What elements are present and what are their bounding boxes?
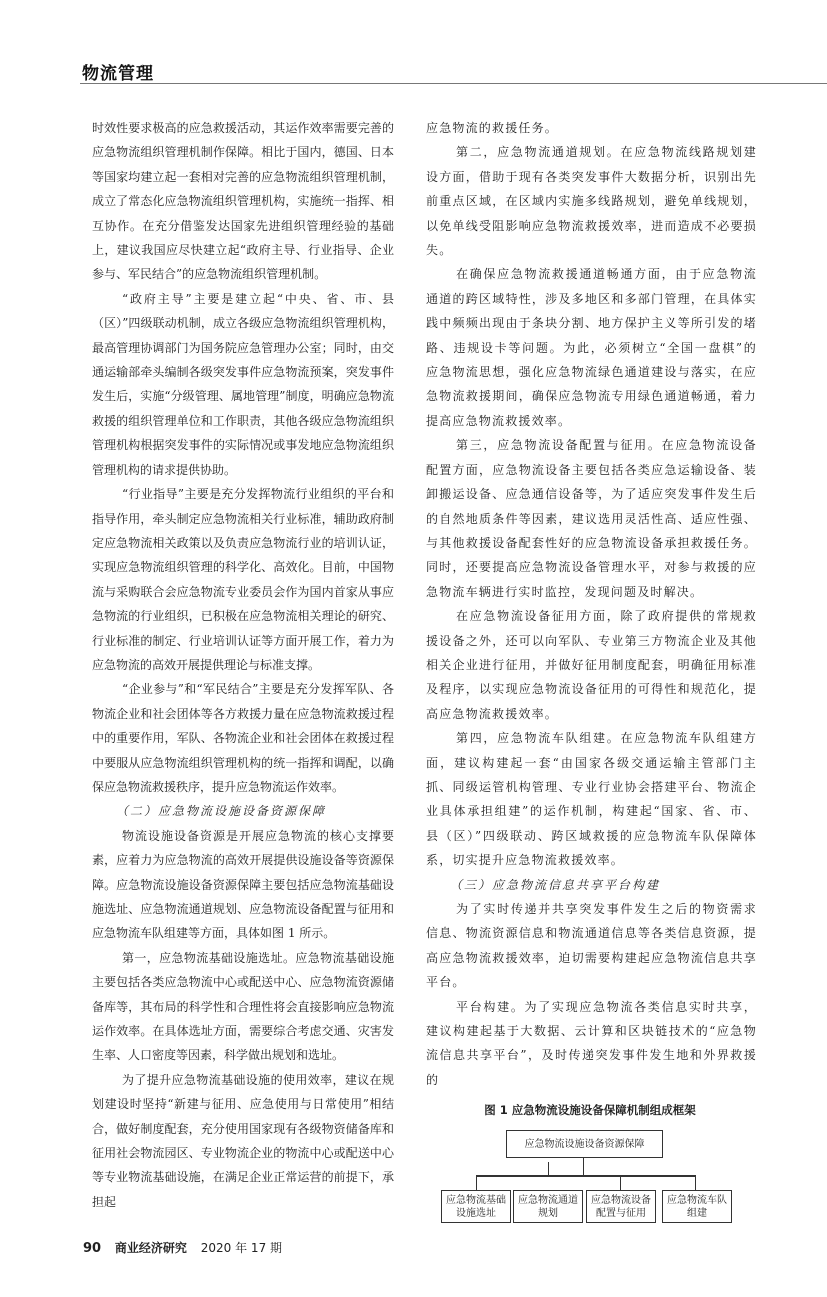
paragraph: 第四，应急物流车队组建。在应急物流车队组建方面，建议构建起一套“由国家各级交通运输主管部门主抓、同级运管机构管理、专业行业协会搭建平台、物流企业具体承担组建”的运作机制，构建起“国家、省、市、县（区）”四级联动、跨区域救援的应急物流车队保障体系，切实提升应急物流救援效率。 bbox=[426, 731, 757, 868]
paragraph: 第一，应急物流基础设施选址。应急物流基础设施主要包括各类应急物流中心或配送中心、应急物流资源储备库等，其布局的科学性和合理性将会直接影响应急物流运作效率。在具体选址方面，需要综合考虑交通、灾害发生率、人口密度等因素，科学做出规划和选址。 bbox=[92, 950, 394, 1063]
connector-line bbox=[583, 1158, 584, 1176]
subsection-heading: （二）应急物流设施设备资源保障 bbox=[116, 804, 327, 819]
journal-name: 商业经济研究 bbox=[114, 1241, 187, 1256]
subsection-heading: （三）应急物流信息共享平台构建 bbox=[450, 877, 661, 892]
diagram-root-box: 应急物流设施设备资源保障 bbox=[506, 1130, 663, 1158]
figure-caption: 图 1 应急物流设施设备保障机制组成框架 bbox=[484, 1103, 696, 1118]
paragraph: “政府主导”主要是建立起“中央、省、市、县（区）”四级联动机制，成立各级应急物流组织管理机构，最高管理协调部门为国务院应急管理办公室；同时，由交通运输部牵头编制各级突发事件应急物流预案，突发事件发生后，实施“分级管理、属地管理”制度，明确应急物流救援的组织管理单位和工作职责，其他各级应急物流组织管理机构根据突发事件的实际情况或事发地应急物流组织管理机构的请求提供协助。 bbox=[92, 291, 394, 477]
issue-label: 2020 年 17 期 bbox=[200, 1241, 283, 1256]
paragraph: 应急物流的救援任务。 bbox=[426, 121, 559, 135]
connector-line bbox=[695, 1175, 696, 1190]
connector-line bbox=[548, 1162, 549, 1176]
paragraph: 为了提升应急物流基础设施的使用效率，建议在规划建设时坚持“新建与征用、应急使用与日常使用”相结合，做好制度配套，充分使用国家现有各级物资储备库和征用社会物流园区、专业物流企业的物流中心或配送中心等专业物流基础设施，在满足企业正常运营的前提下，承担起 bbox=[92, 1072, 394, 1209]
paragraph: 平台构建。为了实现应急物流各类信息实时共享，建议构建起基于大数据、云计算和区块链技术的“应急物流信息共享平台”，及时传递突发事件发生地和外界救援的 bbox=[426, 999, 757, 1087]
paragraph: 在应急物流设备征用方面，除了政府提供的常规救援设备之外，还可以向军队、专业第三方物流企业及其他相关企业进行征用，并做好征用制度配套，明确征用标准及程序，以实现应急物流设备征用的可得性和规范化，提高应急物流救援效率。 bbox=[426, 609, 757, 721]
diagram-child-box: 应急物流通道规划 bbox=[513, 1190, 583, 1223]
paragraph: 物流设施设备资源是开展应急物流的核心支撑要素，应着力为应急物流的高效开展提供设施设备等资源保障。应急物流设施设备资源保障主要包括应急物流基础设施选址、应急物流通道规划、应急物流设备配置与征用和应急物流车队组建等方面，具体如图 1 所示。 bbox=[92, 828, 394, 941]
paragraph: 第三，应急物流设备配置与征用。在应急物流设备配置方面，应急物流设备主要包括各类应急运输设备、装卸搬运设备、应急通信设备等，为了适应突发事件发生后的自然地质条件等因素，建议选用灵活性高、适应性强、与其他救援设备配套性好的应急物流设备承担救援任务。同时，还要提高应急物流设备管理水平，对参与救援的应急物流车辆进行实时监控，发现问题及时解决。 bbox=[426, 438, 757, 599]
page-footer bbox=[83, 1240, 827, 1297]
left-column bbox=[92, 116, 394, 1214]
connector-line bbox=[476, 1175, 696, 1176]
connector-line bbox=[476, 1175, 477, 1190]
page-number: 90 bbox=[83, 1241, 102, 1257]
diagram-child-box: 应急物流基础设施选址 bbox=[441, 1190, 511, 1223]
connector-line bbox=[620, 1175, 621, 1190]
diagram-child-box: 应急物流车队组建 bbox=[662, 1190, 732, 1223]
diagram-child-box: 应急物流设备配置与征用 bbox=[586, 1190, 656, 1223]
paragraph: 第二，应急物流通道规划。在应急物流线路规划建设方面，借助于现有各类突发事件大数据分析，识别出先前重点区域，在区域内实施多线路规划，避免单线规划，以免单线受阻影响应急物流救援效率，进而造成不必要损失。 bbox=[426, 145, 757, 258]
paragraph: “行业指导”主要是充分发挥物流行业组织的平台和指导作用，牵头制定应急物流相关行业标准，辅助政府制定应急物流相关政策以及负责应急物流行业的培训认证，实现应急物流组织管理的科学化、高效化。目前，中国物流与采购联合会应急物流专业委员会作为国内首家从事应急物流的行业组织，已积极在应急物流相关理论的研究、行业标准的制定、行业培训认证等方面开展工作，着力为应急物流的高效开展提供理论与标准支撑。 bbox=[92, 487, 394, 672]
paragraph: 为了实时传递并共享突发事件发生之后的物资需求信息、物流资源信息和物流通道信息等各类信息资源，提高应急物流救援效率，迫切需要构建起应急物流信息共享平台。 bbox=[426, 902, 757, 990]
paragraph: “企业参与”和“军民结合”主要是充分发挥军队、各物流企业和社会团体等各方救援力量在应急物流救援过程中的重要作用，军队、各物流企业和社会团体在救援过程中要服从应急物流组织管理机构的统一指挥和调配，以确保应急物流救援秩序，提升应急物流运作效率。 bbox=[92, 682, 394, 794]
right-column bbox=[426, 116, 757, 1226]
section-title: 物流管理 bbox=[82, 64, 154, 84]
figure-1 bbox=[426, 1102, 757, 1226]
paragraph: 在确保应急物流救援通道畅通方面，由于应急物流通道的跨区域特性，涉及多地区和多部门管理，在具体实践中频频出现由于条块分割、地方保护主义等所引发的堵路、违规设卡等问题。为此，必须树立“全国一盘棋”的应急物流思想，强化应急物流绿色通道建设与落实，在应急物流救援期间，确保应急物流专用绿色通道畅通，着力提高应急物流救援效率。 bbox=[426, 267, 757, 428]
paragraph: 时效性要求极高的应急救援活动，其运作效率需要完善的应急物流组织管理机制作保障。相比于国内，德国、日本等国家均建立起一套相对完善的应急物流组织管理机制，成立了常态化应急物流组织管理机构，实施统一指挥、相互协作。在充分借鉴发达国家先进组织管理经验的基础上，建议我国应尽快建立起“政府主导、行业指导、企业参与、军民结合”的应急物流组织管理机制。 bbox=[92, 121, 394, 282]
